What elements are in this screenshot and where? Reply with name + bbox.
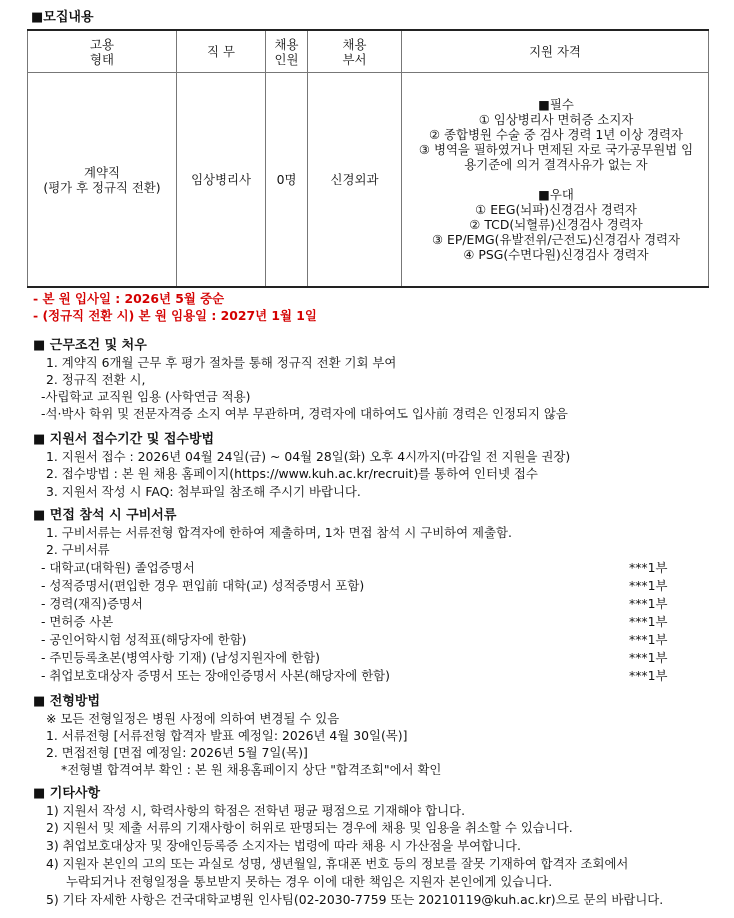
preferred-item: ③ EP/EMG(유발전위/근전도)신경검사 경력자 [432,232,680,247]
process-line: *전형별 합격여부 확인 : 본 원 채용홈페이지 상단 "합격조회"에서 확인 [61,762,442,777]
cell-employment-type: 계약직 (평가 후 정규직 전환) [28,73,177,288]
application-line: 3. 지원서 작성 시 FAQ: 첨부파일 참조해 주시기 바랍니다. [46,484,361,499]
header-department: 채용 부서 [308,30,402,73]
documents-intro: 1. 구비서류는 서류전형 합격자에 한하여 제출하며, 1차 면접 참석 시 구비하여 제출함. [46,525,512,540]
cell-department: 신경외과 [308,73,402,288]
process-line: ※ 모든 전형일정은 병원 사정에 의하여 변경될 수 있음 [46,711,340,726]
required-item: ② 종합병원 수술 중 검사 경력 1년 이상 경력자 [429,127,683,142]
header-employment-type: 고용 형태 [28,30,177,73]
process-line: 2. 면접전형 [면접 예정일: 2026년 5월 7일(목)] [46,745,308,760]
required-title: ■필수 [538,97,574,112]
other-line: 2) 지원서 및 제출 서류의 기재사항이 허위로 판명되는 경우에 채용 및 임용을 취소할 수 있습니다. [46,820,573,835]
header-job: 직 무 [177,30,266,73]
application-line: 2. 접수방법 : 본 원 채용 홈페이지(https://www.kuh.ac.kr/recruit)를 통하여 인터넷 접수 [46,466,538,481]
other-line: 3) 취업보호대상자 및 장애인등록증 소지자는 법령에 따라 채용 시 가산점을 부여합니다. [46,838,521,853]
preferred-title: ■우대 [538,187,574,202]
conditions-line: 1. 계약직 6개월 근무 후 평가 절차를 통해 정규직 전환 기회 부여 [46,355,397,370]
conditions-line: -석·박사 학위 및 전문자격증 소지 여부 무관하며, 경력자에 대하여도 입사前 경력은 인정되지 않음 [41,406,568,421]
required-item: 용기준에 의거 결격사유가 없는 자 [464,157,648,172]
required-item: ① 임상병리사 면허증 소지자 [478,112,634,127]
application-line: 1. 지원서 접수 : 2026년 04월 24일(금) ~ 04월 28일(화) 오후 4시까지(마감일 전 지원을 권장) [46,449,571,464]
document-item: - 대학교(대학원) 졸업증명서 ***1부 [41,560,668,575]
other-line: 누락되거나 전형일정을 통보받지 못하는 경우 이에 대한 책임은 지원자 본인에게 있습니다. [66,874,553,889]
section-title-recruitment: ■모집내용 [31,10,94,25]
process-line: 1. 서류전형 [서류전형 합격자 발표 예정일: 2026년 4월 30일(목)] [46,728,408,743]
document-item: - 면허증 사본 ***1부 [41,614,668,629]
conditions-title: ■ 근무조건 및 처우 [33,338,147,353]
start-date-notice: - 본 원 입사일 : 2026년 5월 중순 [33,291,225,306]
other-line: 5) 기타 자세한 사항은 건국대학교병원 인사팀(02-2030-7759 또는 20210119@kuh.ac.kr)으로 문의 바랍니다. [46,892,664,907]
cell-headcount: 0명 [266,73,308,288]
document-item: - 경력(재직)증명서 ***1부 [41,596,668,611]
other-line: 4) 지원자 본인의 고의 또는 과실로 성명, 생년월일, 휴대폰 번호 등의 정보를 잘못 기재하여 합격자 조회에서 [46,856,629,871]
preferred-item: ④ PSG(수면다원)신경검사 경력자 [463,247,649,262]
table-row [28,73,709,288]
document-item: - 성적증명서(편입한 경우 편입前 대학(교) 성적증명서 포함) ***1부 [41,578,668,593]
preferred-item: ② TCD(뇌혈류)신경검사 경력자 [469,217,643,232]
documents-title: ■ 면접 참석 시 구비서류 [33,508,177,523]
conditions-line: 2. 정규직 전환 시, [46,372,146,387]
required-item: ③ 병역을 필하였거나 면제된 자로 국가공무원법 임 [418,142,694,157]
application-title: ■ 지원서 접수기간 및 접수방법 [33,432,215,447]
header-headcount: 채용 인원 [266,30,308,73]
appointment-date-notice: - (정규직 전환 시) 본 원 임용일 : 2027년 1월 1일 [33,308,317,323]
cell-qualification [402,73,709,288]
conditions-line: -사립학교 교직원 임용 (사학연금 적용) [41,389,251,404]
header-qualification: 지원 자격 [402,30,709,73]
preferred-item: ① EEG(뇌파)신경검사 경력자 [475,202,637,217]
process-title: ■ 전형방법 [33,694,101,709]
document-item: - 공인어학시험 성적표(해당자에 한함) ***1부 [41,632,668,647]
document-item: - 주민등록초본(병역사항 기재) (남성지원자에 한함) ***1부 [41,650,668,665]
documents-intro: 2. 구비서류 [46,542,110,557]
other-line: 1) 지원서 작성 시, 학력사항의 학점은 전학년 평균 평점으로 기재해야 합니다. [46,803,466,818]
document-item: - 취업보호대상자 증명서 또는 장애인증명서 사본(해당자에 한함) ***1부 [41,668,668,683]
recruitment-table [27,29,709,288]
cell-job: 임상병리사 [177,73,266,288]
table-header-row [28,30,709,73]
other-title: ■ 기타사항 [33,786,101,801]
